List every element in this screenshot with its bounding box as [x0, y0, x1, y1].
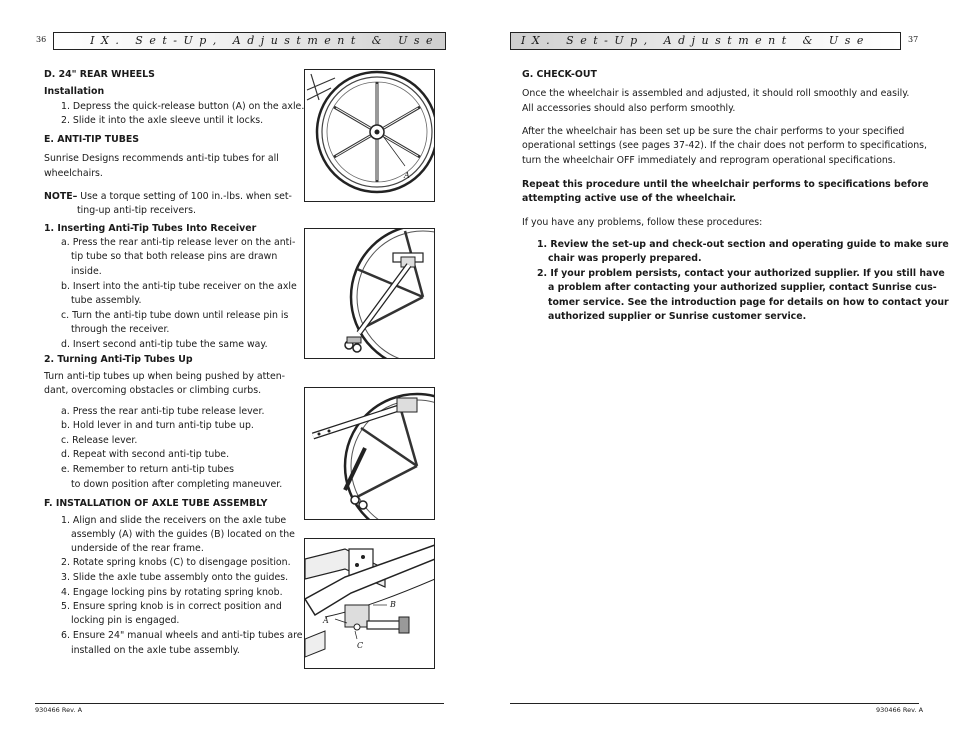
figure-anti-tip-turning-up: [304, 387, 435, 520]
list-item: installed on the axle tube assembly.: [71, 645, 240, 656]
list-item: a. Press the rear anti-tip release lever on the anti-: [61, 237, 296, 248]
figure-label-c: C: [357, 641, 364, 650]
section-d-heading: D. 24" REAR WHEELS: [44, 69, 155, 80]
page-number-left: 36: [36, 35, 47, 44]
list-item: tip tube so that both release pins are drawn: [71, 251, 278, 262]
list-item: 2. Rotate spring knobs (C) to disengage position.: [61, 557, 291, 568]
list-item: 5. Ensure spring knob is in correct position and: [61, 601, 282, 612]
list-item: underside of the rear frame.: [71, 543, 204, 554]
list-item: assembly (A) with the guides (B) located on the: [71, 529, 295, 540]
paragraph-line: dant, overcoming obstacles or climbing curbs.: [44, 385, 262, 396]
page-number-right: 37: [908, 35, 919, 44]
note-text: Use a torque setting of 100 in.-lbs. when set-: [77, 191, 292, 202]
figure-label-a: A: [323, 616, 329, 625]
figure-label-b: B: [390, 600, 396, 609]
list-item: through the receiver.: [71, 324, 170, 335]
list-item: tomer service. See the introduction page for details on how to contact your: [548, 297, 949, 308]
figure-axle-tube-assembly: [304, 538, 435, 669]
anti-tip-up-illustration: [305, 388, 434, 519]
list-item: c. Release lever.: [61, 435, 138, 446]
paragraph-line: All accessories should also perform smoothly.: [522, 103, 736, 114]
header-bar-left: [53, 32, 446, 50]
list-item: d. Repeat with second anti-tip tube.: [61, 449, 230, 460]
list-item: b. Insert into the anti-tip tube receiver on the axle: [61, 281, 297, 292]
section-g-heading: G. CHECK-OUT: [522, 69, 597, 80]
paragraph-line: operational settings (see pages 37-42). If the chair does not perform to specifications,: [522, 140, 928, 151]
list-item: a problem after contacting your authorized supplier, contact Sunrise cus-: [548, 282, 937, 293]
section-f-heading: F. INSTALLATION OF AXLE TUBE ASSEMBLY: [44, 498, 268, 509]
paragraph-line: After the wheelchair has been set up be sure the chair performs to your specified: [522, 126, 905, 137]
list-item: tube assembly.: [71, 295, 142, 306]
list-item: a. Press the rear anti-tip tube release lever.: [61, 406, 265, 417]
footer-text-right: 930466 Rev. A: [876, 706, 924, 714]
list-item: b. Hold lever in and turn anti-tip tube up.: [61, 420, 254, 431]
list-item: 3. Slide the axle tube assembly onto the guides.: [61, 572, 289, 583]
header-bar-right: [510, 32, 901, 50]
section-d-subheading: Installation: [44, 86, 105, 97]
footer-rule-left: [35, 703, 444, 704]
list-item: locking pin is engaged.: [71, 615, 180, 626]
subsection-heading: 1. Inserting Anti-Tip Tubes Into Receiver: [44, 223, 257, 234]
header-title-left: IX. Set-Up, Adjustment & Use: [90, 34, 439, 47]
list-item: 2. If your problem persists, contact your authorized supplier. If you still have: [537, 268, 945, 279]
note-label: NOTE–: [44, 191, 78, 202]
footer-text-left: 930466 Rev. A: [35, 706, 83, 714]
footer-rule-right: [510, 703, 919, 704]
section-e-heading: E. ANTI-TIP TUBES: [44, 134, 140, 145]
paragraph-line: turn the wheelchair OFF immediately and reprogram operational specifications.: [522, 155, 896, 166]
figure-anti-tip-inserting: [304, 228, 435, 359]
list-item: authorized supplier or Sunrise customer service.: [548, 311, 807, 322]
list-item: 1. Align and slide the receivers on the axle tube: [61, 515, 287, 526]
list-item: d. Insert second anti-tip tube the same way.: [61, 339, 268, 350]
wheel-illustration: [305, 70, 434, 201]
axle-tube-illustration: [305, 539, 434, 668]
header-title-right: IX. Set-Up, Adjustment & Use: [521, 34, 870, 47]
paragraph-line: wheelchairs.: [44, 168, 103, 179]
list-item: to down position after completing maneuver.: [71, 479, 283, 490]
list-item: 6. Ensure 24" manual wheels and anti-tip tubes are: [61, 630, 303, 641]
anti-tip-down-illustration: [305, 229, 434, 358]
list-item: e. Remember to return anti-tip tubes: [61, 464, 234, 475]
list-item: 4. Engage locking pins by rotating spring knob.: [61, 587, 283, 598]
list-item: inside.: [71, 266, 102, 277]
paragraph-line: If you have any problems, follow these procedures:: [522, 217, 763, 228]
list-item: 2. Slide it into the axle sleeve until it locks.: [61, 115, 264, 126]
note-line: ting-up anti-tip receivers.: [77, 205, 196, 216]
paragraph-line: Turn anti-tip tubes up when being pushed by atten-: [44, 371, 286, 382]
figure-rear-wheel: [304, 69, 435, 202]
bold-paragraph-line: attempting active use of the wheelchair.: [522, 193, 737, 204]
figure-label-a: A: [404, 171, 410, 180]
list-item: 1. Depress the quick-release button (A) on the axle.: [61, 101, 305, 112]
list-item: 1. Review the set-up and check-out section and operating guide to make sure: [537, 239, 949, 250]
bold-paragraph-line: Repeat this procedure until the wheelchair performs to specifications before: [522, 179, 929, 190]
paragraph-line: Once the wheelchair is assembled and adjusted, it should roll smoothly and easily.: [522, 88, 910, 99]
subsection-heading: 2. Turning Anti-Tip Tubes Up: [44, 354, 193, 365]
list-item: c. Turn the anti-tip tube down until release pin is: [61, 310, 289, 321]
paragraph-line: Sunrise Designs recommends anti-tip tubes for all: [44, 153, 279, 164]
list-item: chair was properly prepared.: [548, 253, 702, 264]
note-line: [44, 190, 292, 205]
